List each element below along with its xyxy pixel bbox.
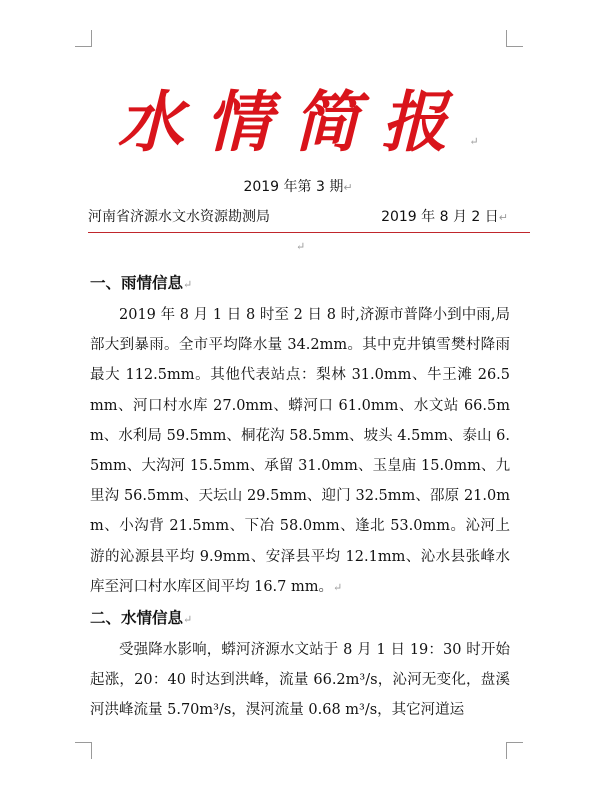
crop-mark-top-left — [75, 30, 92, 47]
paragraph-mark-icon: ↵ — [469, 135, 479, 148]
org-date-line — [88, 206, 508, 229]
issue-number — [0, 176, 596, 199]
crop-mark-top-right — [506, 30, 523, 47]
crop-mark-bottom-right — [506, 742, 523, 759]
paragraph-mark-icon: ↵ — [296, 240, 306, 253]
issue-text: 2019 年第 3 期 — [243, 179, 344, 195]
paragraph-mark-icon: ↵ — [183, 613, 193, 627]
section-heading-rain: 一、雨情信息↵ — [90, 273, 193, 292]
issue-date: 2019 年 8 月 2 日↵ — [381, 209, 508, 225]
section-heading-water: 二、水情信息↵ — [90, 608, 193, 628]
masthead-title: 水情简报 — [117, 83, 470, 161]
crop-mark-bottom-left — [75, 742, 92, 759]
document-body — [90, 268, 510, 726]
org-name: 河南省济源水文水资源勘测局 — [88, 209, 270, 225]
section-paragraph-water: 受强降水影响，蟒河济源水文站于 8 月 1 日 19：30 时开始起涨，20：40 时达到洪峰，流量 66.2m³/s，沁河无变化，盘溪河洪峰流量 5.70m³/s，湨河流量 0.68 m³/s，其它河道运 — [90, 642, 510, 719]
red-divider — [88, 232, 530, 233]
masthead — [0, 82, 596, 182]
paragraph-mark-icon: ↵ — [183, 278, 193, 291]
paragraph-mark-icon: ↵ — [498, 211, 508, 224]
paragraph-mark-icon: ↵ — [333, 580, 343, 594]
section-paragraph-rain: 2019 年 8 月 1 日 8 时至 2 日 8 时,济源市普降小到中雨,局部大到暴雨。全市平均降水量 34.2mm。其中克井镇雪樊村降雨最大 112.5mm。其他代表站点：梨林 31.0mm、牛王滩 26.5mm、河口村水库 27.0mm、蟒河口 61.0mm、水文站 66.5mm、水利局 59.5mm、桐花沟 58.5mm、坡头 4.5mm、泰山 6.5mm、大沟河 15.5mm、承留 31.0mm、玉皇庙 15.0mm、九里沟 56.5mm、天坛山 29.5mm、迎门 32.5mm、邵原 21.0mm、小沟背 21.5mm、下冶 58.0mm、逢北 53.0mm。沁河上游的沁源县平均 9.9mm、安泽县平均 12.1mm、沁水县张峰水库至河口村水库区间平均 16.7 mm。↵ — [90, 307, 510, 595]
paragraph-mark-icon: ↵ — [343, 181, 353, 194]
